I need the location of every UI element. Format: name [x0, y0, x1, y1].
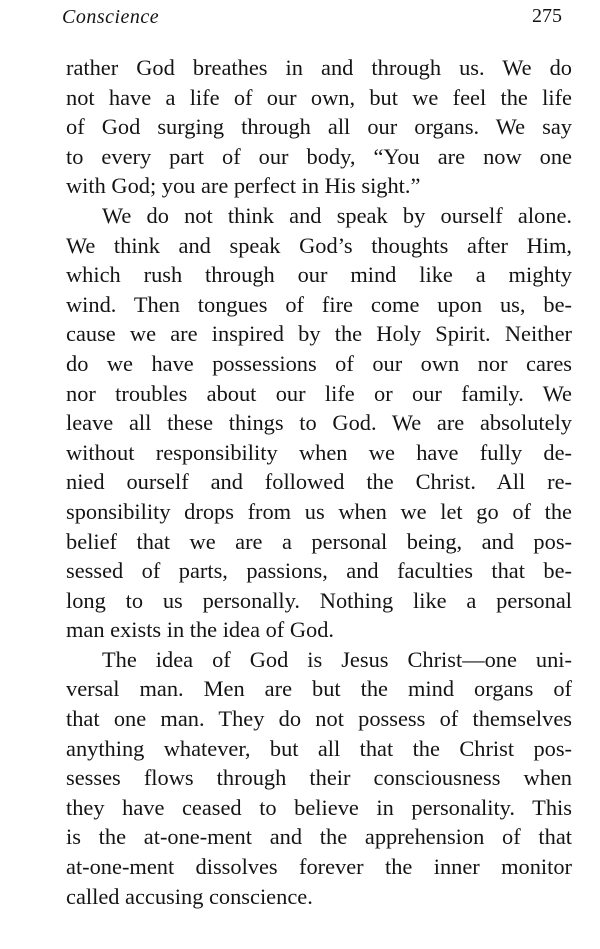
- text-line: sesses flows through their consciousness when: [66, 765, 572, 791]
- text-line: of God surging through all our organs. We say: [66, 114, 572, 140]
- text-line: nor troubles about our life or our family. We: [66, 380, 572, 406]
- paragraph: [66, 201, 572, 645]
- text-line: not have a life of our own, but we feel the life: [66, 84, 572, 110]
- text-line: sponsibility drops from us when we let go of the: [66, 498, 572, 524]
- running-head: Conscience: [62, 6, 160, 28]
- text-line: man exists in the idea of God.: [66, 617, 335, 643]
- text-line: to every part of our body, “You are now one: [66, 143, 572, 169]
- text-line: cause we are inspired by the Holy Spirit. Neither: [66, 321, 572, 347]
- text-line: belief that we are a personal being, and pos-: [66, 528, 572, 554]
- text-line: wind. Then tongues of fire come upon us, be-: [66, 291, 572, 317]
- text-line: sessed of parts, passions, and faculties that be-: [66, 558, 572, 584]
- text-line: they have ceased to believe in personality. This: [66, 794, 572, 820]
- page-number: 275: [532, 5, 562, 27]
- text-line: called accusing conscience.: [66, 883, 313, 909]
- text-line: leave all these things to God. We are absolutely: [66, 410, 572, 436]
- text-line: do we have possessions of our own nor cares: [66, 350, 572, 376]
- text-line: nied ourself and followed the Christ. All re-: [66, 469, 572, 495]
- text-line: We think and speak God’s thoughts after Him,: [66, 232, 572, 258]
- text-line: The idea of God is Jesus Christ—one uni-: [102, 646, 572, 672]
- text-line: versal man. Men are but the mind organs of: [66, 676, 572, 702]
- text-line: long to us personally. Nothing like a personal: [66, 587, 572, 613]
- text-line: rather God breathes in and through us. We do: [66, 55, 572, 80]
- text-line: We do not think and speak by ourself alone.: [102, 202, 572, 228]
- paragraph: [66, 53, 572, 201]
- text-line: without responsibility when we have fully de-: [66, 439, 572, 465]
- text-line: which rush through our mind like a mighty: [66, 262, 572, 288]
- paragraph: [66, 645, 572, 911]
- text-line: at-one-ment dissolves forever the inner monitor: [66, 854, 572, 880]
- text-line: that one man. They do not possess of themselves: [66, 706, 572, 732]
- text-line: anything whatever, but all that the Christ pos-: [66, 735, 572, 761]
- text-line: with God; you are perfect in His sight.”: [66, 173, 421, 199]
- text-line: is the at-one-ment and the apprehension of that: [66, 824, 572, 850]
- body-text: [66, 53, 572, 911]
